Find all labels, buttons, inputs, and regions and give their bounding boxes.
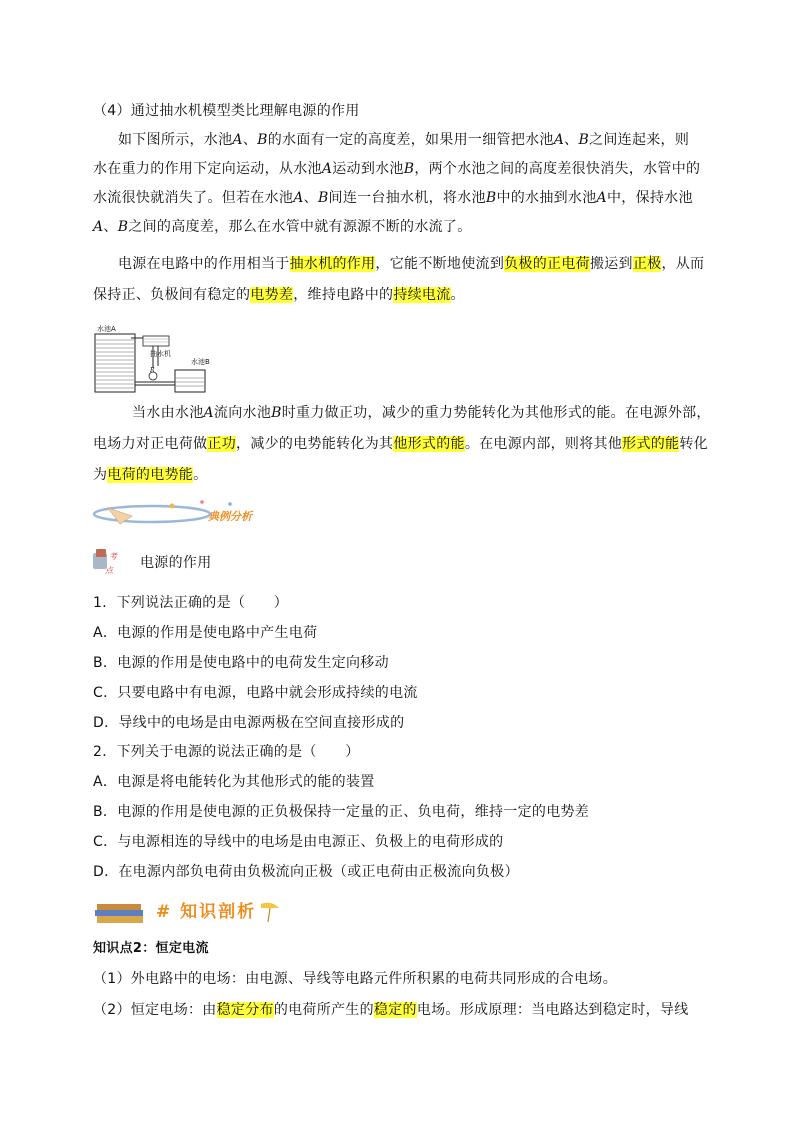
q2-option-a [93, 772, 713, 792]
kp2-line-1 [93, 969, 713, 989]
text: 电场。形成原理：当电路达到稳定时，导线 [416, 1002, 689, 1018]
var-a: A [321, 161, 333, 177]
text: C．与电源相连的导线中的电场是由电源正、负极上的电荷形成的 [93, 834, 504, 850]
var-b: B [117, 219, 129, 235]
var-b: B [485, 190, 497, 206]
paragraph-3-line-2 [93, 434, 713, 454]
text: A．电源是将电能转化为其他形式的能的装置 [93, 774, 375, 790]
text: 转化 [679, 436, 708, 452]
q1-option-c [93, 683, 713, 703]
text: 保持正、负极间有稳定的 [93, 287, 251, 303]
text: A．电源的作用是使电路中产生电荷 [93, 625, 318, 641]
q1-option-d [93, 713, 713, 733]
paragraph-1-line-3 [93, 188, 713, 208]
paragraph-1-line-4 [93, 217, 713, 237]
text: C．只要电路中有电源，电路中就会形成持续的电流 [93, 685, 418, 701]
text: 、 [103, 219, 118, 235]
text: 搬运到 [589, 256, 633, 272]
paragraph-2-line-1 [118, 254, 738, 274]
text: 的水面有一定的高度差，如果用一细管把水池 [267, 132, 554, 148]
text: 1．下列说法正确的是（ ） [93, 595, 289, 611]
text: B．电源的作用是使电路中的电荷发生定向移动 [93, 655, 389, 671]
highlight: 负极的正电荷 [504, 256, 590, 272]
text: （2）恒定电场：由 [93, 1002, 217, 1018]
text: 之间的高度差，那么在水管中就有源源不断的水流了。 [128, 219, 472, 235]
paragraph-3-line-1 [118, 403, 738, 423]
pool-b-outline [175, 370, 205, 392]
text: 电源在电路中的作用相当于 [118, 256, 290, 272]
text: 之间连起来，则 [589, 132, 690, 148]
text: 水在重力的作用下定向运动，从水池 [93, 161, 322, 177]
q1-option-b [93, 653, 713, 673]
kaodian-text [140, 553, 760, 573]
text: D．在电源内部负电荷由负极流向正极（或正电荷由正极流向负极） [93, 864, 519, 880]
highlight: 持续电流 [393, 287, 451, 303]
star-icon [200, 500, 204, 504]
text: 。在电源内部，则将其他 [464, 436, 623, 452]
label-r: R [150, 367, 155, 374]
text: 间连一台抽水机，将水池 [328, 190, 486, 206]
paragraph-3-line-3 [93, 465, 713, 485]
pump-box [143, 336, 169, 346]
text: 电源的作用 [140, 555, 212, 571]
highlight: 形式的能 [622, 436, 680, 452]
text: ，减少的电势能转化为其 [236, 436, 394, 452]
var-a: A [93, 219, 104, 235]
var-b: B [403, 161, 415, 177]
kp2-line-2 [93, 1000, 713, 1020]
star-icon [170, 504, 175, 509]
text: 当水由水池 [132, 405, 204, 421]
kaodian-badge [91, 543, 133, 577]
var-b: B [317, 190, 329, 206]
highlight: 正功 [207, 436, 237, 452]
q2-stem [93, 742, 713, 762]
q1-stem [93, 593, 713, 613]
paragraph-1-line-1 [118, 130, 738, 150]
text: ，两个水池之间的高度差很快消失，水管中的 [414, 161, 701, 177]
var-a: A [203, 405, 214, 421]
text: 流向水池 [213, 405, 272, 421]
label-pump: 抽水机 [150, 350, 171, 358]
highlight: 抽水机的作用 [289, 256, 376, 272]
highlight: 他形式的能 [393, 436, 465, 452]
text: D．导线中的电场是由电源两极在空间直接形成的 [93, 715, 405, 731]
star-icon [228, 502, 232, 506]
q2-option-c [93, 832, 713, 852]
text: 知识点2：恒定电流 [93, 941, 209, 956]
book-stack-icon [97, 904, 141, 910]
q2-option-b [93, 802, 713, 822]
banner-title: 典例分析 [208, 510, 252, 523]
var-a: A [232, 132, 243, 148]
highlight: 稳定分布 [216, 1002, 274, 1018]
kp2-title [93, 939, 713, 959]
text: B．电源的作用是使电源的正负极保持一定量的正、负电荷，维持一定的电势差 [93, 804, 590, 820]
text: 运动到水池 [332, 161, 404, 177]
label-pool-b: 水池B [191, 358, 210, 366]
text: 。 [450, 287, 465, 303]
pool-a-water-lines [96, 340, 134, 388]
text: 中，保持水池 [606, 190, 693, 206]
text: 如下图所示，水池 [118, 132, 233, 148]
text: 2．下列关于电源的说法正确的是（ ） [93, 744, 360, 760]
text: 。 [193, 467, 208, 483]
paragraph-2-line-2 [93, 285, 713, 305]
text: 的电荷所产生的 [273, 1002, 374, 1018]
kaodian-line2: 点 [105, 566, 113, 575]
heading-text: （4）通过抽水机模型类比理解电源的作用 [93, 103, 360, 119]
var-b: B [578, 132, 590, 148]
var-a: A [553, 132, 565, 148]
text: 、 [303, 190, 318, 206]
example-analysis-banner [92, 494, 272, 530]
q1-option-a [93, 623, 713, 643]
highlight: 稳定的 [373, 1002, 417, 1018]
text: ，维持电路中的 [293, 287, 394, 303]
section-heading [93, 101, 713, 121]
var-a: A [293, 190, 304, 206]
banner-swoosh [94, 506, 210, 522]
highlight: 正极 [632, 256, 662, 272]
banner2-title: # 知识剖析 [156, 902, 257, 922]
var-b: B [257, 132, 268, 148]
text: 时重力做正功，减少的重力势能转化为其他形式的能。在电源外部， [281, 405, 711, 421]
highlight: 电荷的电势能 [107, 467, 194, 483]
text: 中的水抽到水池 [496, 190, 597, 206]
label-pool-a: 水池A [97, 325, 116, 333]
text: ，它能不断地使流到 [375, 256, 505, 272]
text: 、 [242, 132, 258, 148]
var-a: A [596, 190, 607, 206]
pump-model-figure [93, 322, 223, 394]
book-icon [96, 549, 106, 557]
paragraph-1-line-2 [93, 159, 713, 179]
text: 水流很快就消失了。但若在水池 [93, 190, 294, 206]
highlight: 电势差 [250, 287, 294, 303]
text: 、 [564, 132, 579, 148]
text: 为 [93, 467, 108, 483]
pool-a-outline [95, 334, 135, 392]
umbrella-icon [261, 903, 279, 908]
text: ，从而 [661, 256, 705, 272]
text: 电场力对正电荷做 [93, 436, 208, 452]
var-b: B [271, 405, 282, 421]
text: （1）外电路中的电场：由电源、导线等电路元件所积累的电荷共同形成的合电场。 [93, 971, 618, 987]
kaodian-line1: 考 [109, 552, 117, 561]
q2-option-d [93, 862, 713, 882]
